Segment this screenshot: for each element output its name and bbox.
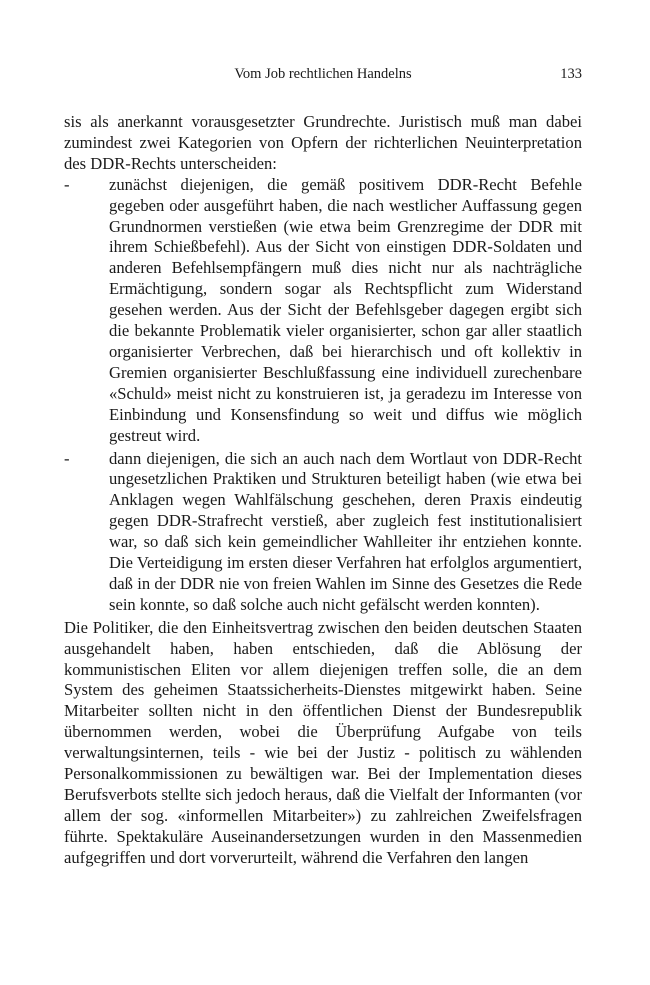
list-item-text: zunächst diejenigen, die gemäß positivem DDR-Recht Befehle gegeben oder ausgeführt haben, die nach westlicher Auffassung gegen Grundnormen verstießen (wie etwa beim Grenzregime der DDR mit ihrem Schießbefehl). Aus der Sicht von einstigen DDR-Soldaten und anderen Befehlsempfängern muß dies nicht nur als nachträgliche Ermächtigung, sondern sogar als Rechtspflicht zum Widerstand gesehen werden. Aus der Sicht der Befehlsgeber dagegen ergibt sich die bekannte Problematik vieler organisierter, schon gar aller staatlich organisierter Verbrechen, daß bei hierarchisch und oft kollektiv in Gremien organisierter Beschlußfassung eine individuell zurechenbare «Schuld» meist nicht zu konstruieren ist, ja geradezu im Interesse von Einbindung und Konsensfindung so weit und diffus wie möglich gestreut wird. xyxy=(109,174,582,445)
list-item xyxy=(64,449,582,616)
closing-paragraph: Die Politiker, die den Einheitsvertrag zwischen den beiden deutschen Staaten ausgehandelt haben, haben entschieden, daß die Ablösung der kommunistischen Eliten vor allem diejenigen treffen solle, die an dem System des geheimen Staatssicherheits-Dienstes mitgewirkt haben. Seine Mitarbeiter sollten nicht in den öffentlichen Dienst der Bundesrepublik übernommen werden, wobei die Überprüfung Aufgabe von teils verwaltungsinternen, teils - wie bei der Justiz - politisch zu wählenden Personalkommissionen zu bewältigen war. Bei der Implementation dieses Berufsverbots stellte sich jedoch heraus, daß die Vielfalt der Informanten (vor allem der sog. «informellen Mitarbeiter») zu zahlreichen Zweifelsfragen führte. Spektakuläre Auseinandersetzungen wurden in den Massenmedien aufgegriffen und dort vorverurteilt, während die Verfahren den langen xyxy=(64,617,582,867)
page-number: 133 xyxy=(560,66,582,82)
intro-paragraph: sis als anerkannt vorausgesetzter Grundrechte. Juristisch muß man dabei zumindest zwei Kategorien von Opfern der richterlichen Neuinterpretation des DDR-Rechts unterscheiden: xyxy=(64,112,582,173)
list-item xyxy=(64,175,582,447)
list-dash: - xyxy=(64,174,70,194)
running-head xyxy=(64,66,582,88)
book-page xyxy=(64,66,582,869)
list-dash: - xyxy=(64,448,70,468)
running-title: Vom Job rechtlichen Handelns xyxy=(234,66,412,82)
body-text xyxy=(64,112,582,869)
list-item-text: dann diejenigen, die sich an auch nach dem Wortlaut von DDR-Recht ungesetzlichen Praktiken und Strukturen beteiligt haben (wie etwa bei Anklagen wegen Wahlfälschung geschehen, deren Praxis eindeutig gegen DDR-Strafrecht verstieß, aber zugleich fest institutionalisiert war, so daß sich kein gemeindlicher Wahlleiter ihr entziehen konnte. Die Verteidigung im ersten dieser Verfahren hat erfolglos argumentiert, daß in der DDR nie von freien Wahlen im Sinne des Gesetzes die Rede sein konnte, so daß solche auch nicht gefälscht werden konnten). xyxy=(109,448,582,614)
